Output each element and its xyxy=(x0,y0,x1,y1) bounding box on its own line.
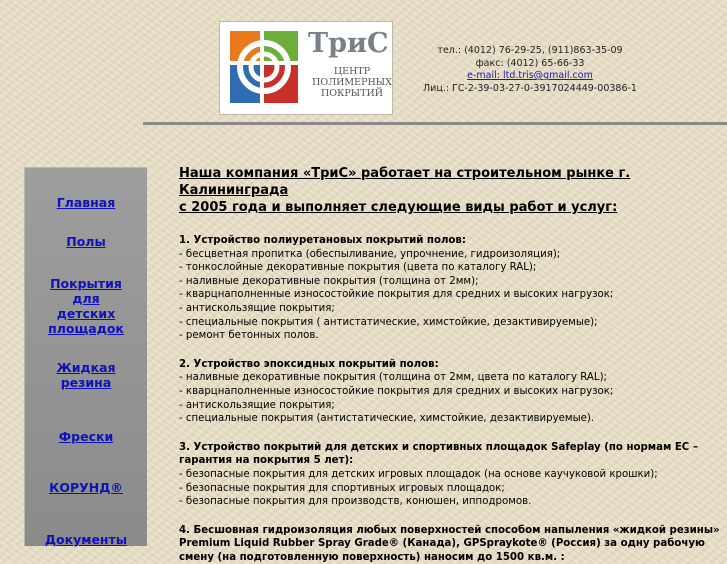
phone-text: тел.: (4012) 76-29-25, (911)863-35-09 xyxy=(437,45,623,56)
email-link[interactable]: e-mail: ltd.tris@gmail.com xyxy=(467,70,593,81)
main-content xyxy=(179,165,724,564)
contact-info xyxy=(420,45,640,95)
nav-item-liquid-rubber[interactable] xyxy=(25,360,147,390)
nav-item-label: площадок xyxy=(48,321,124,336)
nav-item-floors[interactable] xyxy=(25,234,147,249)
list-item: - ремонт бетонных полов. xyxy=(179,330,319,342)
list-item: - безопасные покрытия для спортивных игровых площадок; xyxy=(179,482,505,494)
service-section-polyurethane xyxy=(179,234,724,343)
logo-subtitle xyxy=(312,66,392,99)
heading-line: с 2005 года и выполняет следующие виды работ и услуг: xyxy=(179,200,618,215)
list-item: - антискользящие покрытия; xyxy=(179,399,335,411)
list-item: - наливные декоративные покрытия (толщина от 2мм, цвета по каталогу RAL); xyxy=(179,372,607,384)
heading-line: Наша компания «ТриС» работает на строительном рынке г. Калининграда xyxy=(179,166,631,198)
list-item: - специальные покрытия ( антистатические, химстойкие, дезактивируемые); xyxy=(179,316,598,328)
nav-item-label: КОРУНД® xyxy=(49,480,123,495)
list-item: - антискользящие покрытия; xyxy=(179,302,335,314)
logo-subtitle-line: ПОКРЫТИЙ xyxy=(320,88,384,99)
list-item: - бесцветная пропитка (обеспыливание, упрочнение, гидроизоляция); xyxy=(179,248,561,260)
nav-item-home[interactable] xyxy=(25,195,147,210)
nav-item-label: Полы xyxy=(66,234,106,249)
service-section-epoxy xyxy=(179,358,724,426)
logo-subtitle-line: ПОЛИМЕРНЫХ xyxy=(312,77,392,88)
list-item: - наливные декоративные покрытия (толщина от 2мм); xyxy=(179,275,479,287)
logo-subtitle-line: ЦЕНТР xyxy=(333,66,371,77)
nav-item-label: Фрески xyxy=(58,429,114,444)
nav-item-label: Документы xyxy=(44,532,128,547)
list-item: - тонкослойные декоративные покрытия (цвета по каталогу RAL); xyxy=(179,262,537,274)
nav-item-label: для xyxy=(72,291,100,306)
nav-item-frescoes[interactable] xyxy=(25,429,147,444)
list-item: - кварцнаполненные износостойкие покрытия для средних и высоких нагрузок; xyxy=(179,385,614,397)
section-title: 3. Устройство покрытий для детских и спортивных площадок Safeplay (по нормам ЕС – гарантия на покрытия 5 лет): xyxy=(179,441,698,467)
list-item: - кварцнаполненные износостойкие покрытия для средних и высоких нагрузок; xyxy=(179,289,614,301)
service-section-playgrounds xyxy=(179,441,724,509)
service-section-waterproofing xyxy=(179,524,724,564)
list-item: - безопасные покрытия для детских игровых площадок (на основе каучуковой крошки); xyxy=(179,468,658,480)
nav-item-label: Покрытия xyxy=(50,276,122,291)
nav-item-label: Главная xyxy=(56,195,116,210)
license-text: Лиц.: ГС-2-39-03-27-0-3917024449-00386-1 xyxy=(423,82,637,94)
nav-item-label: Жидкая xyxy=(56,360,116,375)
page-heading xyxy=(179,165,724,216)
list-item: - безопасные покрытия для производств, конюшен, ипподромов. xyxy=(179,496,532,508)
header-divider xyxy=(143,122,727,126)
nav-item-label: детских xyxy=(56,306,116,321)
section-title: 4. Бесшовная гидроизоляция любых поверхностей способом напыления «жидкой резины» Premium Liquid Rubber Spray Grade® (Канада), GPSpraykote® (Россия) за одну рабочую смену (на подготовленную поверхность) наносим до 1500 кв.м. : xyxy=(179,524,720,563)
nav-item-playground-coatings[interactable] xyxy=(25,276,147,336)
section-title: 2. Устройство эпоксидных покрытий полов: xyxy=(179,358,439,370)
fax-text: факс: (4012) 65-66-33 xyxy=(475,57,585,69)
logo-emblem-icon xyxy=(224,27,304,109)
nav-item-label: резина xyxy=(60,375,112,390)
list-item: - специальные покрытия (антистатические, химстойкие, дезактивируемые). xyxy=(179,413,595,425)
nav-item-korund[interactable] xyxy=(25,480,147,495)
logo-title: ТриС xyxy=(308,28,389,59)
company-logo xyxy=(219,21,393,115)
section-title: 1. Устройство полиуретановых покрытий полов: xyxy=(179,235,466,246)
sidebar-nav xyxy=(24,167,147,546)
